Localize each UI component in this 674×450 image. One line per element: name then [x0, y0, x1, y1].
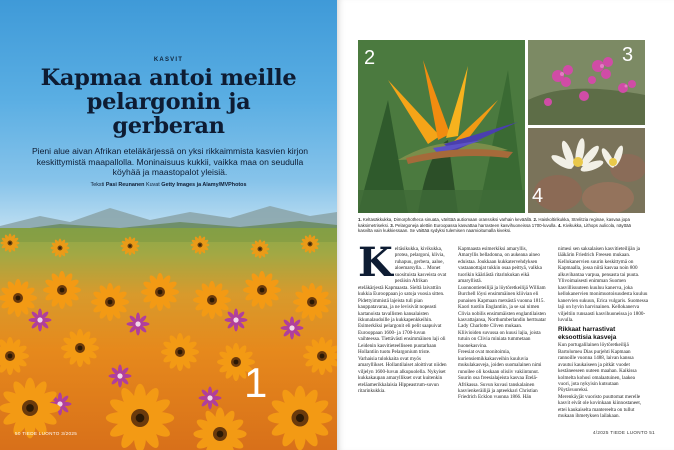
section-kicker: KASVIT: [153, 57, 184, 63]
photo-number-2: 2: [364, 47, 376, 69]
article-credits: [20, 182, 317, 188]
caption-num-1: 1.: [358, 217, 362, 222]
body-paragraph: Kliivioiden suvussa on kuusi lajia, joista tutuin on Clivia miniata tummetaan huonekasvina.: [458, 329, 541, 349]
caption-num-4: 4.: [557, 222, 562, 228]
body-paragraph: Kapmaasta esimerkiksi amaryllis, Amaryllis belladonna, on aukeana aineo eduistaa. Joukkaan kukkatervehdyksen vastaanottajat tukkin osaa peittyä, valkka tuorikin kääriästä ritarinkukan eikä amaryllistä.: [458, 246, 542, 285]
drop-cap: K: [358, 239, 393, 286]
caption-num-2: 2.: [533, 217, 538, 222]
photo-number-1: 1: [244, 359, 268, 406]
article-headline: Kapmaa antoi meille pelargonin ja gerberan: [40, 65, 297, 139]
caption-text-3: Pelargoneja alettiin Euroopassa kasvattaa harrasteen kasvihuoneissa 1700-luvulla.: [395, 222, 557, 228]
caption-text-4: Kivikukka, Lithops aulicola, näyttää kasvilta vain kukkiessaan. Se väittää sydyksi tulemisen naamioitumalla kiveksi.: [358, 222, 631, 234]
credit-photo-label: Kuvat: [145, 182, 160, 188]
body-paragraph: Pidettyimmistä lajeista tuli pian kauppatavaraa, ja ne levisivät nopeasti kartanoista tavallisten kansalaisten ikkunalaudoille ja kukkapenkkeihin.: [358, 297, 437, 323]
photo-caption: [358, 217, 645, 234]
lithops-photo: [528, 128, 645, 213]
article-body: [358, 239, 654, 436]
photo-number-3: 3: [622, 44, 634, 66]
credit-photo-author: Getty Images ja Alamy/MVPhotos: [161, 182, 247, 188]
body-paragraph: Freesiat ovat monitoimia, kuriensiemikkakasveihin kuuluvia mukulakasveja, joiden suomalainen nimi runoilee oli koskaan olisiiv vakiintunut. Suurin osa freesialajeista kasvaa Etelä-Afrikassa. Suvun kuvasi tanskalainen kasvienkeräilijä ja apteekkari Christian Friedrich Ecklon vuonna 1866. Hän: [458, 349, 542, 401]
body-column-3: [558, 246, 648, 420]
caption-text-1: Keltasäkkukka, Dimorphotheca sinuata, värittää autiomaan oranssiksi varhain keväällä.: [362, 217, 533, 222]
body-paragraph: eltäsikukka, kivikukka, protea, pelargoni, klivia, ruhapuu, gerbera, aaloe, aloemarsylla… Monet suosituista kasveista ovat peräisin Afrikan eteläkärjestä Kapmaasta. Sieltä laivattiin kukkia Eurooppaan jo satoja vuosia sitten.: [358, 246, 447, 298]
body-paragraph: Kellokanervien suurin keskittymä on Kapmaalla, jossa niitä kasvaa noin 800 alkuvihantaa varpua, pensasta tai puuta. Ylivoimaisesti enimman Suomen kasvillisuuteen kuuluu kanerva, joka kellokanervien monimuotoisuudesta kuuluu kanervien sukuun, Erica vulgaris. Suomessa laji on hyvin harvinainen. Kellokanerva viljeltiin runsaasti kasvihuoneissa jo 1800-luvulla.: [558, 258, 648, 323]
lithops-living-stones-image: [528, 128, 645, 213]
left-page-folio: 50 TIEDE LUONTO 3/2025: [15, 431, 78, 436]
daisy-flowers-photo: [0, 228, 337, 450]
body-column-1: [358, 239, 448, 394]
photo-number-4: 4: [532, 185, 544, 207]
credit-text-author: Pasi Reunanen: [105, 182, 145, 188]
body-column-2: [458, 246, 548, 401]
pelargonium-photo: [528, 40, 645, 125]
body-paragraph: Kun portugalilainen löytöretkeilijä Bartolomeu Dias purjehti Kapmaan rannoille vuonna 1488, laivan kanssa avautui kaukaiseen ja pitkät vuodet kestäneeseen uuteen maahan. Kaikissa kolmelta kohosi omalaatuinen, laakea vuori, jota nykyisin kutsutaan Pöytävuoreksi.: [558, 342, 637, 394]
body-paragraph: nimesi sen saksalaisen kasvitieteilijän ja lääkärin Friedrich Freesen mukaan.: [558, 246, 641, 259]
body-subheading: Rikkaat harrastivat eksoottisia kasveja: [558, 326, 617, 341]
body-paragraph: Merenkäyjät vuoristo puuttomat merelle kasvit eivät ole kovinkaan kiinnostaneet, ettei kaukaiselta mantereelta on tullut mukaan ihmetyksen lailakaan.: [558, 393, 642, 420]
caption-num-3: 3.: [390, 222, 394, 228]
body-paragraph: Varhaisia tulokkaita ovat myös amaryllikset. Hollantilaiset aloittivat niiden viljelyn 1600-luvun alkupuolella. Nykyiset kukkakaupan amaryllikset ovat kuitenkin eteläamerikkalaisia Hippeastrum-suvun ritarinkukkia.: [358, 355, 447, 394]
body-paragraph: Esimerkiksi pelargonit eli pelit saapuivat Eurooppaan 1600- ja 1700-luvun vaihteessa. Tiettävästi ensimmäinen laji oli Leidenin kasvitieteelliseen puutarhaan Hollantiin tuotu Pelargonium triste.: [358, 323, 446, 356]
caption-text-2: Haiskoltirikukka, Strelitzia reginae, kasvaa jopa kaksimetriseksi.: [358, 217, 630, 228]
right-page: [337, 0, 674, 450]
body-paragraph: Luonnontieteilijä ja löytöretkeilijä William Burchell löysi ensimmäinen kliivian eli punaisen Kapmaan metsästä vuonna 1815. Kaori tuotiin Englantiin, ja se sai nimen Clivia nobilis ensimmäisten englantilaisten kasvattajansa, Northumberlandin herttuatar Lady Charlotte Cliven mukaan.: [458, 284, 547, 330]
strelitzia-photo: [358, 40, 525, 213]
right-page-folio: 4/2025 TIEDE LUONTO 51: [592, 430, 655, 435]
credit-text-label: Teksti: [90, 182, 105, 188]
article-lead: Pieni alue aivan Afrikan eteläkärjessä on yksi rikkaimmista kasvien kirjon keskittymistä maapallolla. Moninaisuus kukkii, vaikka maa on seudulla köyhää ja maastopalot yleisiä.: [31, 146, 309, 178]
bird-of-paradise-flower-image: [358, 40, 525, 213]
